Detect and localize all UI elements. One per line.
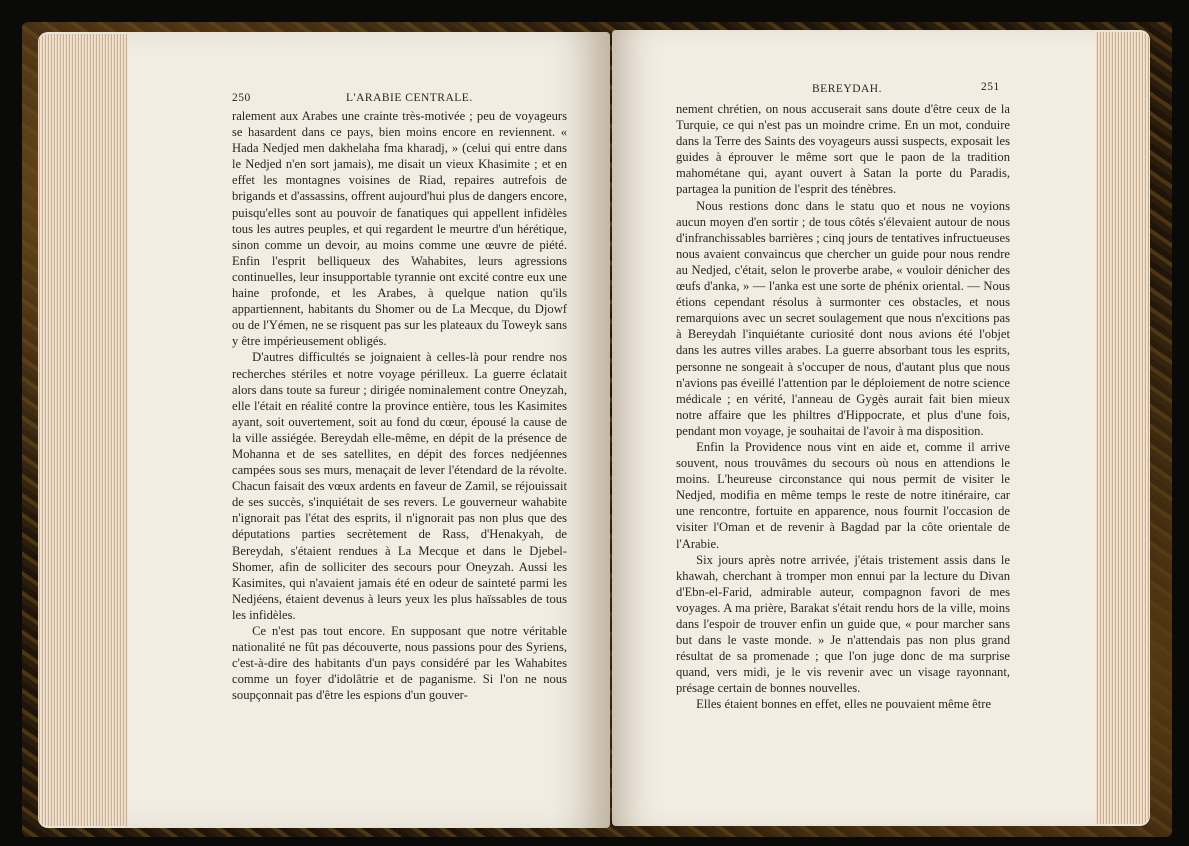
left-running-head: L'ARABIE CENTRALE. (346, 92, 473, 104)
right-paragraph-1: nement chrétien, on nous accuserait sans doute d'être ceux de la Turquie, ce qui n'est pas un moindre crime. En un mot, conduire dans la Terre des Saints des voyageurs aussi suspects, exposait les guides à éprouver le même sort que le paon de la tradition mahométane qui, ayant ouvert à Satan la porte du Paradis, partagea la punition de l'esprit des ténèbres. (676, 102, 1010, 197)
left-page-edges (38, 34, 128, 826)
left-page-body (232, 108, 567, 703)
right-page-number: 251 (981, 81, 1000, 93)
left-paragraph-2: D'autres difficultés se joignaient à celles-là pour rendre nos recherches stériles et notre voyage périlleux. La guerre éclatait alors dans toute sa fureur ; dirigée nominalement contre Oneyzah, elle l'était en réalité contre la province entière, tous les Kasimites ayant, soit ouvertement, soit au fond du cœur, épousé la cause de la ville assiégée. Bereydah elle-même, en dépit de la présence de Mohanna et de ses satellites, en dépit des forces nedjéennes campées sous ses murs, menaçait de lever l'étendard de la révolte. Chacun faisait des vœux ardents en faveur de Zamil, se réjouissait de ses succès, s'inquiétait de ses revers. Le gouverneur wahabite n'ignorait pas l'état des esprits, il n'ignorait pas non plus que des députations parties secrètement de Rass, d'Henakyah, de Bereydah, s'étaient rendues à La Mecque et dans le Djebel-Shomer, afin de solliciter des secours pour Oneyzah. Aussi les Kasimites, qui n'avaient jamais été en odeur de sainteté parmi les Nedjéens, étaient devenus à leurs yeux les plus haïssables de tous les infidèles. (232, 350, 567, 622)
right-paragraph-3: Enfin la Providence nous vint en aide et, comme il arrive souvent, nous trouvâmes du secours où nous en attendions le moins. L'heureuse circonstance qui nous permit de visiter le Nedjed, modifia en même temps le reste de notre itinéraire, car une rencontre, fortuite en apparence, nous fournit l'occasion de visiter l'Oman et de revenir à Bagdad par la côte orientale de l'Arabie. (676, 439, 1010, 551)
right-paragraph-2: Nous restions donc dans le statu quo et nous ne voyions aucun moyen d'en sortir ; de tous côtés s'élevaient autour de nous d'infranchissables barrières ; cinq jours de tentatives infructueuses nous avaient convaincus que chercher un guide pour nous rendre au Nedjed, c'était, selon le proverbe arabe, « vouloir dénicher des œufs d'anka, » — l'anka est une sorte de phénix oriental. — Nous étions cependant résolus à surmonter ces obstacles, et nous remarquions avec un secret soulagement que nous n'excitions pas à Bereydah l'inquiétante curiosité dont nous avions été l'objet dans les autres villes arabes. La guerre absorbant tous les esprits, personne ne songeait à s'occuper de nous, d'autant plus que nous n'avions pas éveillé l'attention par le déploiement de notre science médicale ; en vérité, l'anneau de Gygès aurait fait bien mieux notre affaire que les philtres d'Hippocrate, et plus d'une fois, pendant mon voyage, je souhaitai de l'avoir à ma disposition. (676, 198, 1010, 438)
left-page-number: 250 (232, 92, 251, 104)
right-page-edges (1096, 32, 1150, 824)
right-page-body (676, 101, 1010, 713)
left-paragraph-1: ralement aux Arabes une crainte très-motivée ; peu de voyageurs se hasardent dans ce pays, bien moins encore en reviennent. « Hada Nedjed men dakhelaha fma kharadj, » (celui qui entre dans le Nedjed n'en sort jamais), me disait un vieux Khasimite ; et en effet les montagnes voisines de Riad, repaires autrefois de brigands et d'assassins, offrent aujourd'hui plus de dangers encore, puisqu'elles sont au pouvoir de fanatiques qui appellent infidèles tous les autres peuples, et qui regardent le meurtre d'un hérétique, sinon comme un devoir, au moins comme une œuvre de piété. Enfin l'esprit belliqueux des Wahabites, leurs agressions continuelles, leur insupportable tyrannie ont excité contre eux une haine profonde, et les Arabes, à quelque nation qu'ils appartiennent, habitants du Shomer ou de La Mecque, du Djowf ou de l'Yémen, ne se risquent pas sur les plateaux du Toweyk sans y être impérieusement obligés. (232, 109, 567, 349)
right-paragraph-4: Six jours après notre arrivée, j'étais tristement assis dans le khawah, cherchant à tromper mon ennui par la lecture du Divan d'Ebn-el-Farid, admirable auteur, compagnon favori de mes voyages. A ma prière, Barakat s'était rendu hors de la ville, moins dans l'espoir de trouver enfin un guide que, « pour marcher sans but dans le vaste monde. » Je n'attendais pas non plus grand résultat de sa promenade ; que l'on juge donc de ma surprise quand, vers midi, je le vis revenir avec un visage rayonnant, présage certain de bonnes nouvelles. (676, 552, 1010, 696)
left-paragraph-3: Ce n'est pas tout encore. En supposant que notre véritable nationalité ne fût pas découverte, nous passions pour des Syriens, c'est-à-dire des habitants d'un pays considéré par les Wahabites comme un foyer d'idolâtrie et de paganisme. Si l'on ne nous soupçonnait pas d'être les espions d'un gouver- (232, 624, 567, 703)
right-paragraph-5: Elles étaient bonnes en effet, elles ne pouvaient même être (696, 697, 992, 712)
right-running-head: BEREYDAH. (812, 83, 882, 95)
